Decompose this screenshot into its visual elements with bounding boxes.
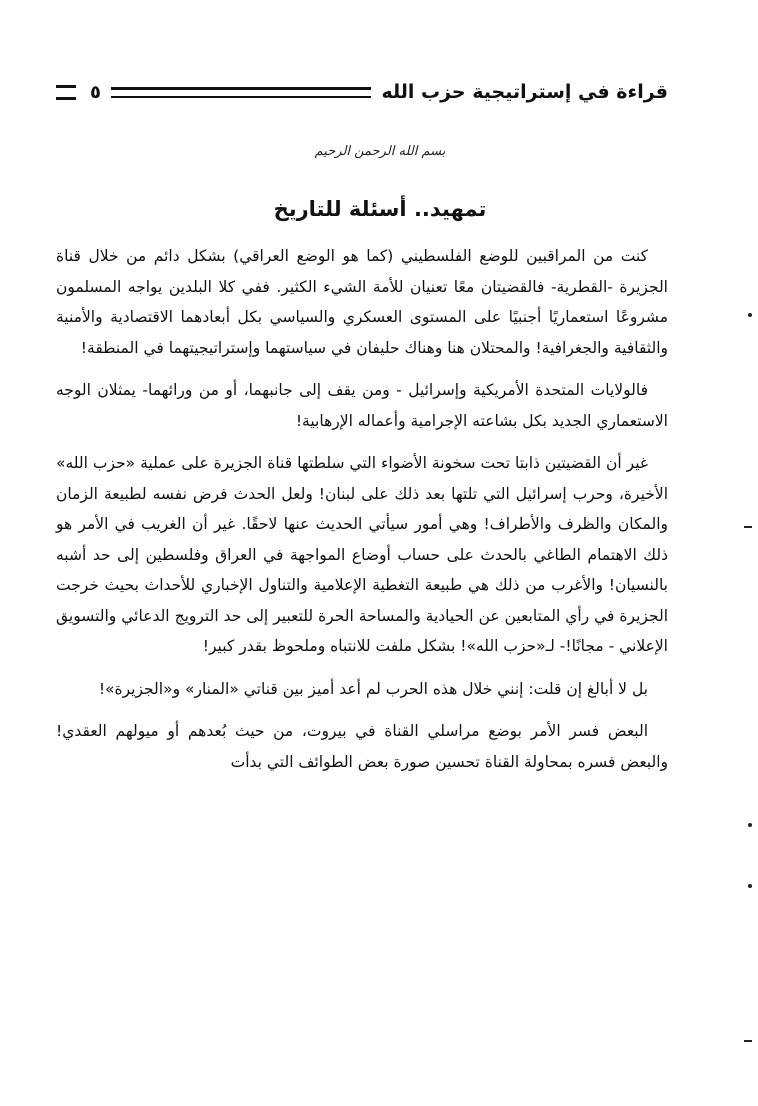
scan-mark <box>748 884 752 888</box>
scan-mark <box>748 823 752 827</box>
scan-mark <box>748 313 752 317</box>
paragraph: غير أن القضيتين ذابتا تحت سخونة الأضواء التي سلطتها قناة الجزيرة على عملية «حزب الله» الأخيرة، وحرب إسرائيل التي تلتها بعد ذلك على لبنان! ولعل الحدث فرض نفسه لطبيعة الزمان والمكان والظرف والأطراف! وهي أمور سيأتي الحديث عنها لاحقًا. غير أن الغريب في الأمر هو ذلك الاهتمام الطاغي بالحدث على حساب أوضاع المواجهة في العراق وفلسطين إلى حد أشبه بالنسيان! والأغرب من ذلك هي طبيعة التغطية الإعلامية والتناول الإخباري للأحداث بحيث خرجت الجزيرة في رأي المتابعين عن الحيادية والمساحة الحرة للتعبير إلى حد الترويج الدعائي والتسويق الإعلاني - مجانًا!- لـ«حزب الله»! بشكل ملفت للانتباه وملحوظ بقدر كبير! <box>56 454 668 655</box>
paragraph: كنت من المراقبين للوضع الفلسطيني (كما هو الوضع العراقي) بشكل دائم من خلال قناة الجزيرة -القطرية- فالقضيتان معًا تعنيان للأمة الشيء الكثير. ففي كلا البلدين يواجه المسلمون مشروعًا استعماريًا أجنبيًا على المستوى العسكري والسياسي بكل أبعادهما الاقتصادية والأمنية والثقافية والجغرافية! والمحتلان هنا وهناك حليفان في سياستهما وإستراتيجيتهما في المنطقة! <box>56 247 668 357</box>
paragraph: البعض فسر الأمر بوضع مراسلي القناة في بيروت، من حيث بُعدهم أو ميولهم العقدي! والبعض فسره بمحاولة القناة تحسين صورة بعض الطوائف التي بدأت <box>56 722 668 771</box>
scan-mark <box>744 526 752 528</box>
scan-mark <box>744 1040 752 1042</box>
paragraph: فالولايات المتحدة الأمريكية وإسرائيل - ومن يقف إلى جانبهما، أو من ورائهما- يمثلان الوجه الاستعماري الجديد بكل بشاعته الإجرامية وأعماله الإرهابية! <box>56 381 668 430</box>
header-ornament <box>56 85 76 100</box>
body-text <box>56 241 668 789</box>
section-heading: تمهيد.. أسئلة للتاريخ <box>273 197 487 221</box>
header-rule <box>111 87 371 98</box>
page-number: ٥ <box>90 81 101 103</box>
running-header <box>56 78 668 106</box>
paragraph: بل لا أبالغ إن قلت: إنني خلال هذه الحرب لم أعد أميز بين قناتي «المنار» و«الجزيرة»! <box>98 679 648 698</box>
header-title: قراءة في إستراتيجية حزب الله <box>381 81 668 103</box>
basmala-calligraphy: بسم الله الرحمن الرحيم <box>314 144 446 159</box>
